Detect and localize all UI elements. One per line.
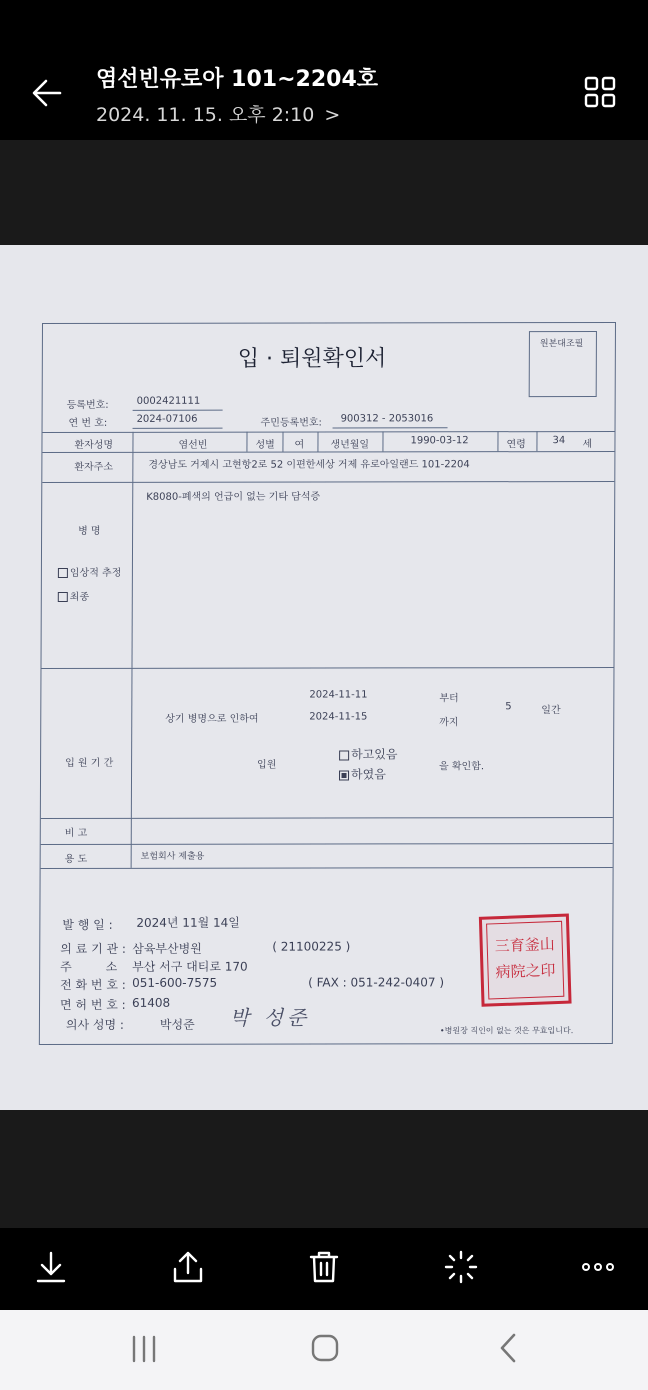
- home-icon: [310, 1332, 340, 1364]
- hospital-seal: [479, 914, 572, 1007]
- license: 61408: [132, 995, 171, 1010]
- admitted-checkbox: [339, 770, 349, 780]
- chevron-right-icon: >: [324, 104, 341, 126]
- grid-view-button[interactable]: [584, 76, 616, 108]
- share-button[interactable]: [170, 1249, 206, 1285]
- sparkle-icon: [443, 1249, 479, 1285]
- sex-label: 성별: [255, 439, 275, 451]
- album-title: 염선빈유로아 101~2204호: [96, 67, 379, 92]
- admitted-label: 하였음: [350, 767, 386, 782]
- document-photo: [0, 245, 648, 1110]
- patient-name-label: 환자성명: [74, 439, 114, 451]
- grid-view-icon: [584, 76, 616, 108]
- clinical-checkbox: [58, 568, 68, 578]
- more-options-button[interactable]: [580, 1249, 616, 1285]
- fax: ( FAX : 051-242-0407 ): [308, 975, 445, 990]
- document-title: 입 · 퇴원확인서: [237, 346, 387, 372]
- nav-back-button[interactable]: [494, 1332, 522, 1364]
- download-button[interactable]: [33, 1249, 69, 1285]
- issue-date-label: 발 행 일 :: [62, 917, 113, 932]
- share-icon: [170, 1249, 206, 1285]
- dob-label: 생년월일: [330, 439, 370, 451]
- institution: 삼육부산병원: [132, 941, 202, 956]
- period-label: 입 원 기 간: [65, 757, 114, 769]
- download-icon: [33, 1249, 69, 1285]
- certificate-form: [39, 322, 616, 1045]
- purpose-label: 용 도: [64, 853, 88, 865]
- reg-no-label: 등록번호:: [66, 399, 109, 411]
- photo-date: 2024. 11. 15. 오후 2:10: [96, 104, 315, 126]
- admit-label: 입원: [257, 759, 277, 771]
- recents-button[interactable]: [128, 1334, 160, 1364]
- admitting-checkbox: [339, 750, 349, 760]
- photo-date-link[interactable]: [96, 100, 340, 127]
- phone-label: 전 화 번 호 :: [60, 977, 126, 992]
- institution-code: ( 21100225 ): [272, 939, 351, 954]
- final-label: 최종: [69, 591, 90, 603]
- remarks-label: 비 고: [64, 827, 88, 839]
- address2-label: 주 소 :: [60, 959, 156, 974]
- license-label: 면 허 번 호 :: [59, 997, 126, 1012]
- dob: 1990-03-12: [410, 435, 469, 447]
- age: 34: [552, 435, 566, 447]
- reg-no: 0002421111: [136, 395, 201, 407]
- trash-icon: [306, 1249, 342, 1285]
- rrn: 900312 - 2053016: [340, 413, 434, 425]
- purpose: 보험회사 제출용: [140, 851, 205, 862]
- original-verification-label: 원본대조필: [539, 339, 584, 350]
- clinical-label: 임상적 추정: [69, 567, 122, 579]
- clinical-estimate-option: [58, 564, 122, 579]
- back-icon: [494, 1332, 522, 1364]
- final-option: [58, 588, 89, 603]
- back-button[interactable]: [30, 76, 64, 110]
- to-date: 2024-11-15: [309, 711, 368, 723]
- from-label: 부터: [439, 693, 459, 705]
- final-checkbox: [58, 592, 68, 602]
- days-unit: 일간: [541, 705, 561, 717]
- original-verification-box: [529, 331, 597, 397]
- enhance-button[interactable]: [443, 1249, 479, 1285]
- diagnosis: K8080-폐색의 언급이 없는 기타 담석증: [146, 491, 321, 503]
- doctor: 박성준: [159, 1017, 195, 1032]
- home-button[interactable]: [310, 1332, 340, 1364]
- confirm-text: 을 확인함.: [439, 761, 485, 773]
- doctor-signature: 박 성준: [229, 1005, 311, 1030]
- rrn-label: 주민등록번호:: [260, 417, 322, 429]
- from-date: 2024-11-11: [309, 689, 368, 701]
- arrow-left-icon: [30, 76, 64, 110]
- year-no: 2024-07106: [136, 413, 198, 425]
- diagnosis-label: 병 명: [78, 525, 101, 537]
- doctor-label: 의사 성명 :: [65, 1017, 125, 1032]
- validity-notice: •병원장 직인이 없는 것은 무효입니다.: [439, 1026, 574, 1036]
- days: 5: [505, 701, 512, 713]
- admitted-option: [339, 765, 386, 782]
- phone: 051-600-7575: [132, 975, 218, 990]
- admitting-option: [339, 745, 397, 762]
- seal-text: 三育釜山病院之印: [494, 935, 556, 982]
- year-no-label: 연 번 호:: [68, 417, 108, 429]
- admitting-label: 하고있음: [351, 747, 398, 762]
- patient-name: 염선빈: [178, 439, 208, 451]
- period-reason: 상기 병명으로 인하여: [165, 713, 259, 725]
- patient-address: 경상남도 거제시 고현항2로 52 이편한세상 거제 유로아일랜드 101-2204: [148, 459, 470, 471]
- sex: 여: [294, 439, 305, 451]
- hospital-address: 부산 서구 대티로 170: [132, 959, 248, 974]
- delete-button[interactable]: [306, 1249, 342, 1285]
- age-label: 연령: [506, 439, 526, 451]
- age-unit: 세: [582, 439, 593, 451]
- recents-icon: [128, 1334, 160, 1364]
- issue-date: 2024년 11월 14일: [136, 915, 240, 930]
- to-label: 까지: [439, 717, 459, 729]
- institution-label: 의 료 기 관 :: [60, 941, 126, 956]
- address-label: 환자주소: [74, 461, 114, 473]
- more-icon: [580, 1249, 616, 1285]
